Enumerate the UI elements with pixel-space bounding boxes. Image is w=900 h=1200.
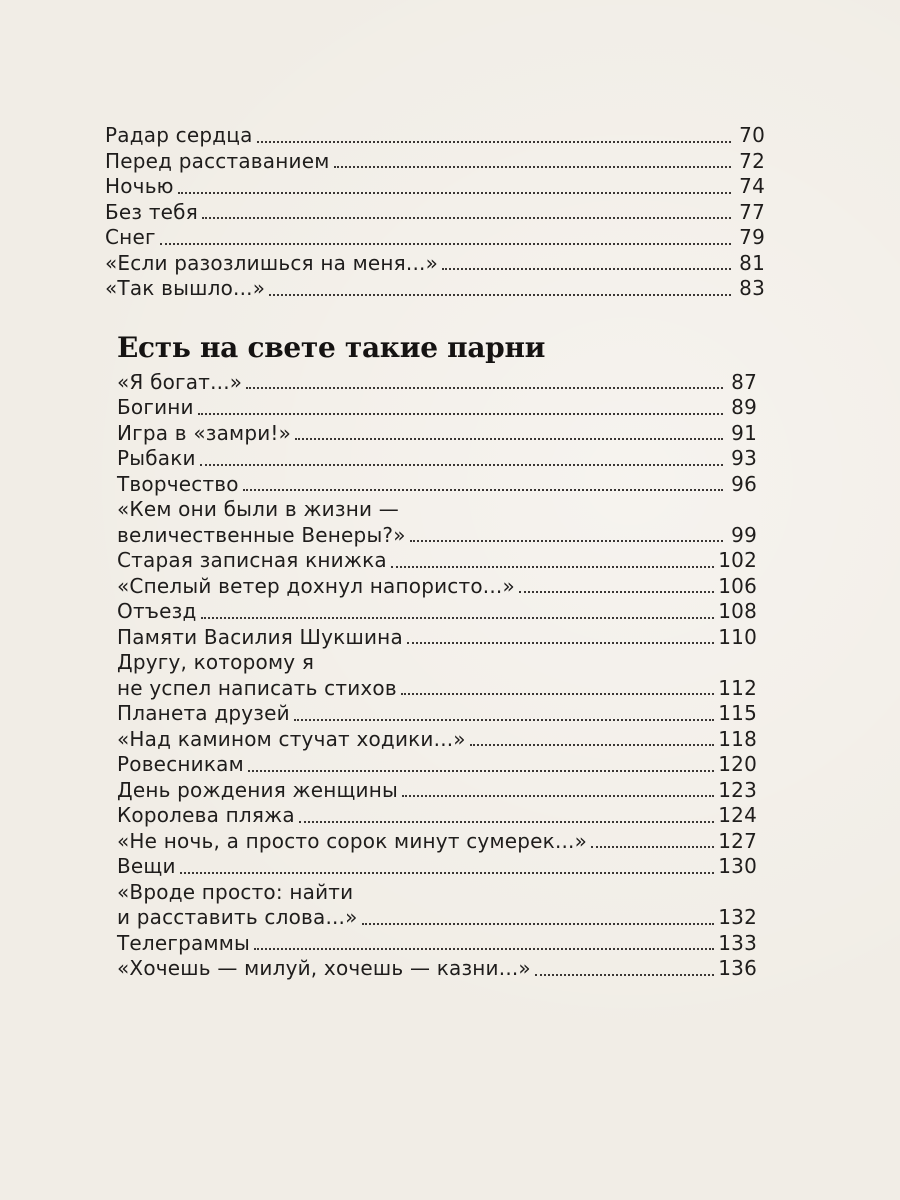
entry-title: Ровесникам — [117, 752, 244, 776]
entry-page: 120 — [718, 752, 757, 776]
toc-entry — [117, 854, 757, 880]
section-heading: Есть на свете такие парни — [117, 330, 546, 364]
toc-entry — [117, 880, 757, 931]
dot-leader — [442, 268, 731, 270]
toc-entry — [117, 727, 757, 753]
toc-entry — [117, 574, 757, 600]
dot-leader — [535, 974, 714, 976]
dot-leader — [410, 540, 723, 542]
dot-leader — [257, 141, 731, 143]
dot-leader — [519, 591, 714, 593]
entry-page: 108 — [718, 599, 757, 623]
dot-leader — [299, 821, 714, 823]
entry-title: Радар сердца — [105, 123, 253, 147]
toc-entry — [117, 701, 757, 727]
toc-entry — [117, 650, 757, 701]
entry-title: «Так вышло...» — [105, 276, 266, 300]
entry-page: 130 — [718, 854, 757, 878]
dot-leader — [254, 948, 714, 950]
dot-leader — [401, 693, 714, 695]
toc-entry — [117, 778, 757, 804]
entry-title: Рыбаки — [117, 446, 196, 470]
toc-entry — [105, 276, 765, 302]
toc-entry — [105, 225, 765, 251]
entry-page: 136 — [718, 956, 757, 980]
entry-title: Творчество — [117, 471, 239, 496]
dot-leader — [198, 413, 723, 415]
toc-entry — [117, 803, 757, 829]
toc-entry — [117, 497, 757, 548]
entry-page: 87 — [731, 369, 757, 394]
entry-title: «Я богат...» — [117, 369, 243, 394]
toc-entry — [117, 625, 757, 651]
toc-entry — [105, 200, 765, 226]
entry-title: «Хочешь — милуй, хочешь — казни...» — [117, 956, 531, 980]
entry-title: Планета друзей — [117, 701, 290, 725]
toc-entry — [117, 931, 757, 957]
entry-title: Отъезд — [117, 599, 197, 623]
entry-page: 96 — [731, 471, 757, 496]
dot-leader — [178, 192, 731, 194]
toc-section-continued — [105, 123, 765, 302]
toc-entry — [117, 472, 757, 498]
entry-title: «Спелый ветер дохнул напористо...» — [117, 573, 515, 598]
toc-entries — [105, 123, 765, 302]
entry-page: 83 — [739, 276, 765, 300]
entry-page: 99 — [731, 522, 757, 547]
entry-title: Вещи — [117, 854, 176, 878]
entry-page: 118 — [718, 726, 757, 751]
entry-title: Другу, которому я не успел написать стихов — [117, 650, 397, 700]
dot-leader — [362, 923, 715, 925]
dot-leader — [591, 846, 714, 848]
entry-page: 115 — [718, 701, 757, 725]
entry-title: Королева пляжа — [117, 803, 295, 827]
entry-title: «Если разозлишься на меня...» — [105, 250, 439, 275]
toc-entry — [105, 174, 765, 200]
toc-entry — [105, 123, 765, 149]
entry-page: 77 — [739, 199, 765, 224]
toc-entry — [105, 149, 765, 175]
entry-page: 72 — [739, 148, 765, 173]
entry-title: «Над камином стучат ходики...» — [117, 726, 466, 751]
toc-entry — [105, 251, 765, 277]
dot-leader — [248, 770, 714, 772]
entry-page: 106 — [718, 573, 757, 598]
entry-page: 93 — [731, 446, 757, 470]
entry-page: 123 — [718, 777, 757, 802]
dot-leader — [407, 642, 714, 644]
toc-entry — [117, 752, 757, 778]
toc-entry — [117, 395, 757, 421]
toc-entry — [117, 446, 757, 472]
entry-title: Памяти Василия Шукшина — [117, 624, 403, 649]
entry-page: 127 — [718, 828, 757, 853]
entry-page: 79 — [739, 225, 765, 249]
entry-page: 89 — [731, 395, 757, 419]
dot-leader — [294, 719, 714, 721]
entry-title: Без тебя — [105, 199, 198, 224]
toc-entry — [117, 829, 757, 855]
toc-entry — [117, 956, 757, 982]
entry-title: Богини — [117, 395, 194, 419]
dot-leader — [160, 243, 731, 245]
entry-page: 70 — [739, 123, 765, 147]
dot-leader — [200, 464, 723, 466]
table-of-contents — [105, 123, 765, 982]
dot-leader — [470, 744, 714, 746]
toc-section-est-na-svete — [105, 326, 765, 982]
dot-leader — [269, 294, 731, 296]
toc-entry — [117, 370, 757, 396]
entry-page: 81 — [739, 250, 765, 275]
entry-title: Игра в «замри!» — [117, 420, 292, 445]
toc-entry — [117, 421, 757, 447]
entry-title: День рождения женщины — [117, 777, 398, 802]
entry-title: «Вроде просто: найти и расставить слова...» — [117, 879, 358, 929]
entry-page: 91 — [731, 420, 757, 445]
dot-leader — [201, 617, 715, 619]
entry-title: «Кем они были в жизни — величественные Венеры?» — [117, 497, 406, 547]
entry-page: 132 — [718, 905, 757, 929]
toc-entry — [117, 548, 757, 574]
entry-page: 110 — [718, 624, 757, 649]
toc-entries — [117, 370, 757, 982]
dot-leader — [246, 387, 723, 389]
dot-leader — [334, 166, 732, 168]
dot-leader — [202, 217, 731, 219]
entry-title: «Не ночь, а просто сорок минут сумерек...» — [117, 828, 588, 853]
entry-page: 133 — [718, 930, 757, 955]
dot-leader — [243, 489, 723, 491]
entry-title: Ночью — [105, 174, 174, 198]
entry-title: Старая записная книжка — [117, 548, 387, 572]
dot-leader — [402, 795, 714, 797]
dot-leader — [295, 438, 723, 440]
entry-title: Снег — [105, 225, 156, 249]
entry-title: Перед расставанием — [105, 148, 330, 173]
dot-leader — [180, 872, 715, 874]
entry-page: 74 — [739, 174, 765, 198]
entry-page: 124 — [718, 803, 757, 827]
dot-leader — [391, 566, 714, 568]
entry-page: 102 — [718, 548, 757, 572]
toc-entry — [117, 599, 757, 625]
entry-page: 112 — [718, 675, 757, 700]
entry-title: Телеграммы — [117, 930, 251, 955]
